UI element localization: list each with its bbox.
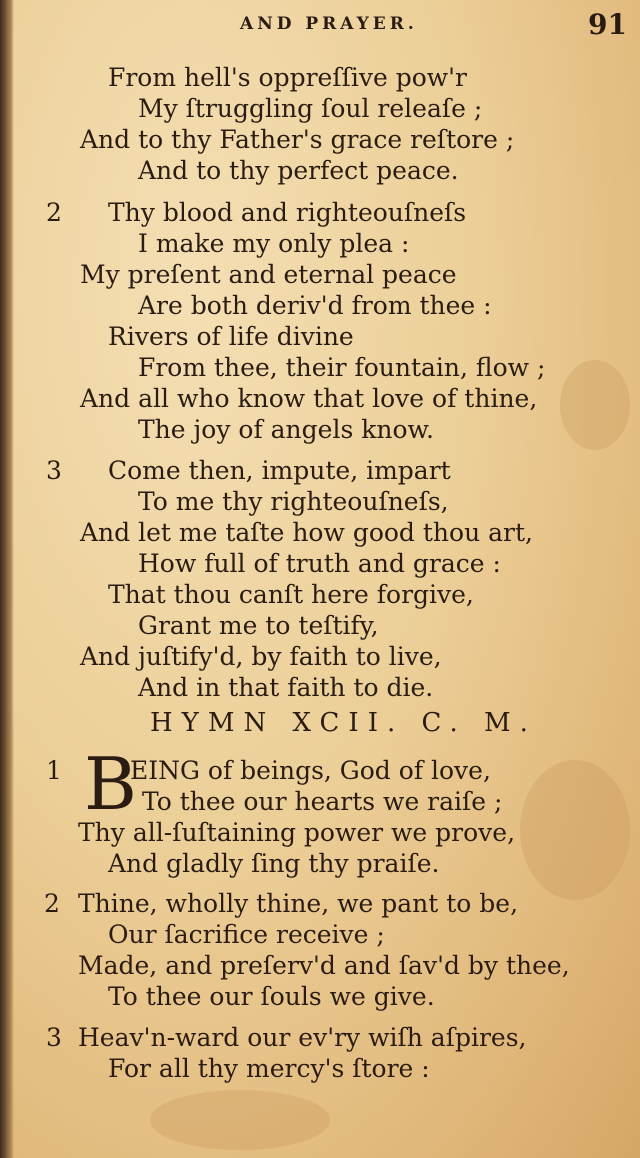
verse-line: From thee, their fountain, flow ; [138,353,546,382]
verse-line: The joy of angels know. [138,415,434,444]
stanza-number: 2 [46,198,62,227]
verse-line: Grant me to teſtify, [138,611,379,640]
verse-line: How full of truth and grace : [138,549,501,578]
verse-line: To thee our hearts we raiſe ; [142,787,503,816]
verse-line: My ſtruggling ſoul releaſe ; [138,94,483,123]
verse-line: And to thy Father's grace reſtore ; [80,125,515,154]
verse-line: Made, and preſerv'd and ſav'd by thee, [78,951,570,980]
page-number: 91 [588,8,627,41]
verse-line: EING of beings, God of love, [130,756,491,785]
book-spine-shadow [0,0,14,1158]
verse-line: For all thy mercy's ſtore : [108,1054,430,1083]
verse-line: To me thy righteouſneſs, [138,487,449,516]
verse-line: And gladly ſing thy praiſe. [108,849,440,878]
hymn-title: HYMN XCII. C. M. [150,708,537,738]
verse-line: Our ſacrifice receive ; [108,920,385,949]
verse-line: And to thy perfect peace. [138,156,459,185]
running-head: AND PRAYER. [240,14,418,34]
verse-line: That thou canſt here forgive, [108,580,474,609]
verse-line: And all who know that love of thine, [80,384,538,413]
verse-line: My preſent and eternal peace [80,260,457,289]
paper-stain [150,1090,330,1150]
paper-stain [520,760,630,900]
stanza-number: 2 [44,889,60,918]
verse-line: I make my only plea : [138,229,410,258]
paper-stain [560,360,630,450]
verse-line: Come then, impute, impart [108,456,451,485]
verse-line: Rivers of life divine [108,322,354,351]
stanza-number: 3 [46,1023,62,1052]
verse-line: Heav'n-ward our ev'ry wiſh aſpires, [78,1023,527,1052]
page-header [0,8,640,41]
verse-line: And let me taſte how good thou art, [80,518,533,547]
stanza-number: 3 [46,456,62,485]
verse-line: Thy all-ſuſtaining power we prove, [78,818,516,847]
verse-line: Thine, wholly thine, we pant to be, [78,889,519,918]
verse-line: Are both deriv'd from thee : [138,291,492,320]
verse-line: And juſtify'd, by faith to live, [80,642,442,671]
drop-cap: B [84,742,137,826]
verse-line: Thy blood and righteouſneſs [108,198,467,227]
stanza-number: 1 [46,756,62,785]
verse-line: From hell's oppreſſive pow'r [108,63,467,92]
verse-line: To thee our ſouls we give. [108,982,435,1011]
verse-line: And in that faith to die. [138,673,434,702]
